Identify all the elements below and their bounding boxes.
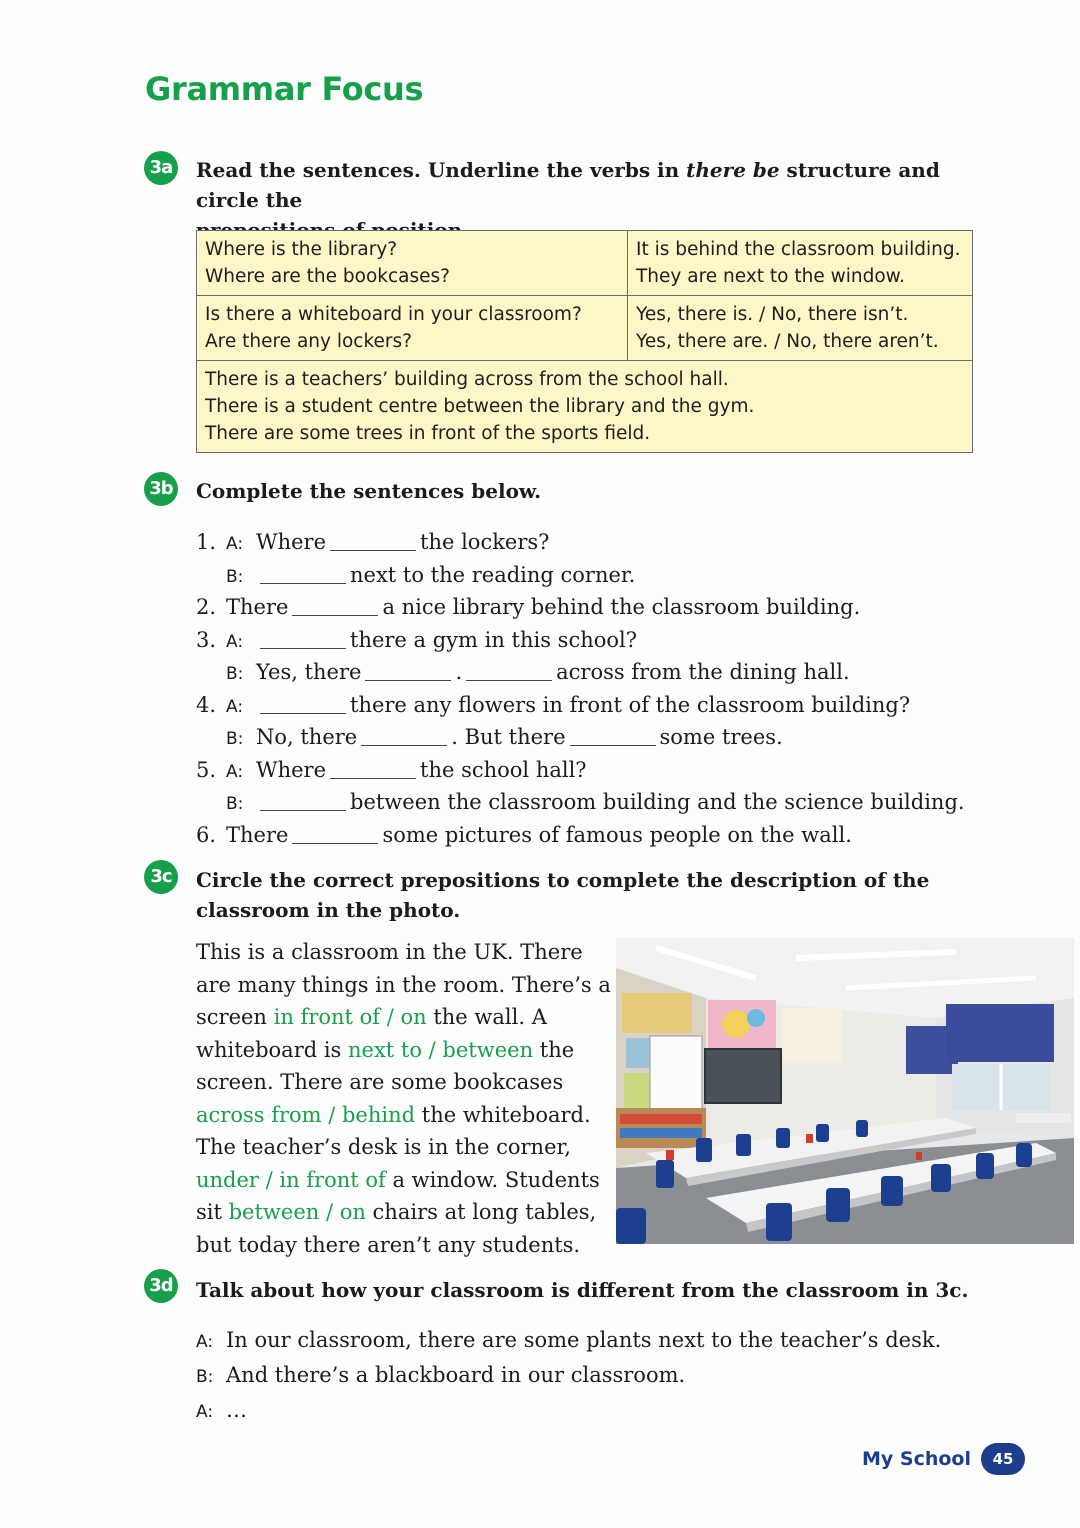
answer-blank[interactable] xyxy=(570,723,656,746)
speaker-label: A: xyxy=(196,1402,214,1422)
paragraph-line: but today there aren’t any students. xyxy=(196,1232,581,1257)
paragraph-line xyxy=(196,1164,600,1197)
answer-blank[interactable] xyxy=(330,528,416,551)
speaker-label: B: xyxy=(226,794,244,814)
item-text: . xyxy=(455,660,463,684)
item-number: 5. xyxy=(196,757,217,782)
table-text: Where are the bookcases? xyxy=(205,266,450,287)
item-number: 4. xyxy=(196,692,217,717)
table-text: It is behind the classroom building. xyxy=(636,239,961,260)
preposition-choice[interactable]: across from / behind xyxy=(196,1102,416,1127)
dialogue-line xyxy=(196,1394,941,1429)
item-text: Where xyxy=(256,757,327,782)
page-footer xyxy=(862,1443,1025,1475)
answer-blank[interactable] xyxy=(260,691,346,714)
speaker-label: B: xyxy=(196,1367,214,1387)
paragraph-text: sit xyxy=(196,1200,229,1224)
item-text: across from the dining hall. xyxy=(556,660,850,684)
table-text: There is a student centre between the library and the gym. xyxy=(205,396,755,417)
list-item xyxy=(196,721,1056,754)
speaker-label: A: xyxy=(226,761,244,782)
dialogue-text: And there’s a blackboard in our classroom. xyxy=(226,1363,686,1387)
unit-name: My School xyxy=(862,1448,971,1470)
list-item xyxy=(196,786,1056,819)
list-item xyxy=(196,624,1056,657)
list-item xyxy=(196,754,1056,787)
table-text: There is a teachers’ building across from the school hall. xyxy=(205,369,729,390)
item-number: 2. xyxy=(196,595,217,619)
speaker-label: B: xyxy=(226,729,244,749)
paragraph-line xyxy=(196,1034,596,1067)
paragraph-line: This is a classroom in the UK. There xyxy=(196,940,583,964)
instruction-3c-line1: Circle the correct prepositions to complete the description of the xyxy=(196,868,930,892)
paragraph-text: the xyxy=(533,1037,575,1062)
instruction-3a-pre: Read the sentences. Underline the verbs in xyxy=(196,158,687,182)
preposition-choice[interactable]: between / on xyxy=(228,1200,366,1224)
item-text: There xyxy=(226,595,289,619)
paragraph-line: The teacher’s desk is in the corner, xyxy=(196,1135,571,1159)
list-item xyxy=(196,559,1056,592)
speaker-label: B: xyxy=(226,664,244,684)
item-number: 1. xyxy=(196,530,217,554)
table-row xyxy=(197,231,973,296)
paragraph-line xyxy=(196,1196,596,1229)
dialogue-text: In our classroom, there are some plants next to the teacher’s desk. xyxy=(226,1328,942,1352)
table-cell xyxy=(197,296,628,361)
item-text: No, there xyxy=(256,725,358,749)
instruction-3c-line2: classroom in the photo. xyxy=(196,898,461,922)
grammar-table xyxy=(196,230,973,453)
instruction-3a-post: structure and circle the xyxy=(196,158,940,212)
classroom-photo xyxy=(616,938,1074,1244)
answer-blank[interactable] xyxy=(330,756,416,779)
table-text: Yes, there are. / No, there aren’t. xyxy=(636,331,939,352)
preposition-choice[interactable]: in front of / on xyxy=(273,1005,427,1029)
dialogue-line xyxy=(196,1324,941,1359)
page-title: Grammar Focus xyxy=(145,70,424,108)
paragraph-line xyxy=(196,1099,596,1132)
table-text: Are there any lockers? xyxy=(205,331,412,352)
exercise-list xyxy=(196,526,1056,851)
speaker-label: A: xyxy=(226,534,244,554)
instruction-3a-em: there be xyxy=(686,158,780,182)
paragraph-text: chairs at long tables, xyxy=(365,1200,597,1224)
paragraph-text: whiteboard is xyxy=(196,1037,349,1062)
preposition-choice[interactable]: next to / between xyxy=(348,1037,534,1062)
answer-blank[interactable] xyxy=(292,593,378,616)
item-text: the school hall? xyxy=(420,757,587,782)
answer-blank[interactable] xyxy=(361,723,447,746)
table-cell xyxy=(197,361,973,453)
speaker-label: B: xyxy=(226,566,244,587)
list-item xyxy=(196,656,1056,689)
item-text: some pictures of famous people on the wall. xyxy=(382,822,852,847)
answer-blank[interactable] xyxy=(260,626,346,649)
paragraph-text: the whiteboard. xyxy=(415,1102,591,1127)
paragraph-text: the wall. A xyxy=(426,1005,547,1029)
item-text: There xyxy=(226,822,289,847)
paragraph-line: screen. There are some bookcases xyxy=(196,1070,564,1094)
paragraph-line: are many things in the room. There’s a xyxy=(196,972,611,997)
table-text: There are some trees in front of the sports field. xyxy=(205,423,651,444)
speaker-label: A: xyxy=(226,631,244,652)
item-text: . But there xyxy=(451,725,566,749)
section-badge-3a: 3a xyxy=(144,151,178,185)
item-text: some trees. xyxy=(659,725,783,749)
item-text: next to the reading corner. xyxy=(350,562,636,587)
dialogue-line xyxy=(196,1359,941,1394)
list-item xyxy=(196,526,1056,559)
answer-blank[interactable] xyxy=(260,561,346,584)
list-item xyxy=(196,689,1056,722)
item-text: there any flowers in front of the classroom building? xyxy=(350,692,911,717)
section-badge-3c: 3c xyxy=(144,860,178,894)
answer-blank[interactable] xyxy=(292,821,378,844)
speaker-label: A: xyxy=(196,1332,214,1352)
speaker-label: A: xyxy=(226,696,244,717)
answer-blank[interactable] xyxy=(260,788,346,811)
instruction-3c xyxy=(196,865,996,925)
paragraph-text: screen xyxy=(196,1005,274,1029)
table-row xyxy=(197,361,973,453)
table-text: Yes, there is. / No, there isn’t. xyxy=(636,304,909,325)
instruction-3b: Complete the sentences below. xyxy=(196,479,542,503)
section-badge-3b: 3b xyxy=(144,472,178,506)
answer-blank[interactable] xyxy=(365,658,451,681)
example-dialogue xyxy=(196,1324,941,1429)
item-text: the lockers? xyxy=(420,530,550,554)
paragraph-text: a window. Students xyxy=(385,1167,600,1192)
answer-blank[interactable] xyxy=(466,658,552,681)
item-text: between the classroom building and the science building. xyxy=(350,790,965,814)
description-paragraph xyxy=(196,936,611,1261)
list-item xyxy=(196,819,1056,852)
table-cell xyxy=(628,231,973,296)
page-number: 45 xyxy=(981,1443,1025,1475)
paragraph-line xyxy=(196,1001,596,1034)
table-cell xyxy=(628,296,973,361)
table-row xyxy=(197,296,973,361)
item-text: there a gym in this school? xyxy=(350,627,637,652)
section-badge-3d: 3d xyxy=(144,1269,178,1303)
item-number: 3. xyxy=(196,627,217,652)
table-cell xyxy=(197,231,628,296)
table-text: They are next to the window. xyxy=(636,266,905,287)
table-text: Is there a whiteboard in your classroom? xyxy=(205,304,582,325)
table-text: Where is the library? xyxy=(205,239,398,260)
item-number: 6. xyxy=(196,822,217,847)
item-text: Where xyxy=(256,530,327,554)
dialogue-text: … xyxy=(226,1398,247,1422)
instruction-3d: Talk about how your classroom is different from the classroom in 3c. xyxy=(196,1278,969,1302)
item-text: a nice library behind the classroom building. xyxy=(382,595,861,619)
item-text: Yes, there xyxy=(256,660,362,684)
list-item xyxy=(196,591,1056,624)
preposition-choice[interactable]: under / in front of xyxy=(196,1167,386,1192)
